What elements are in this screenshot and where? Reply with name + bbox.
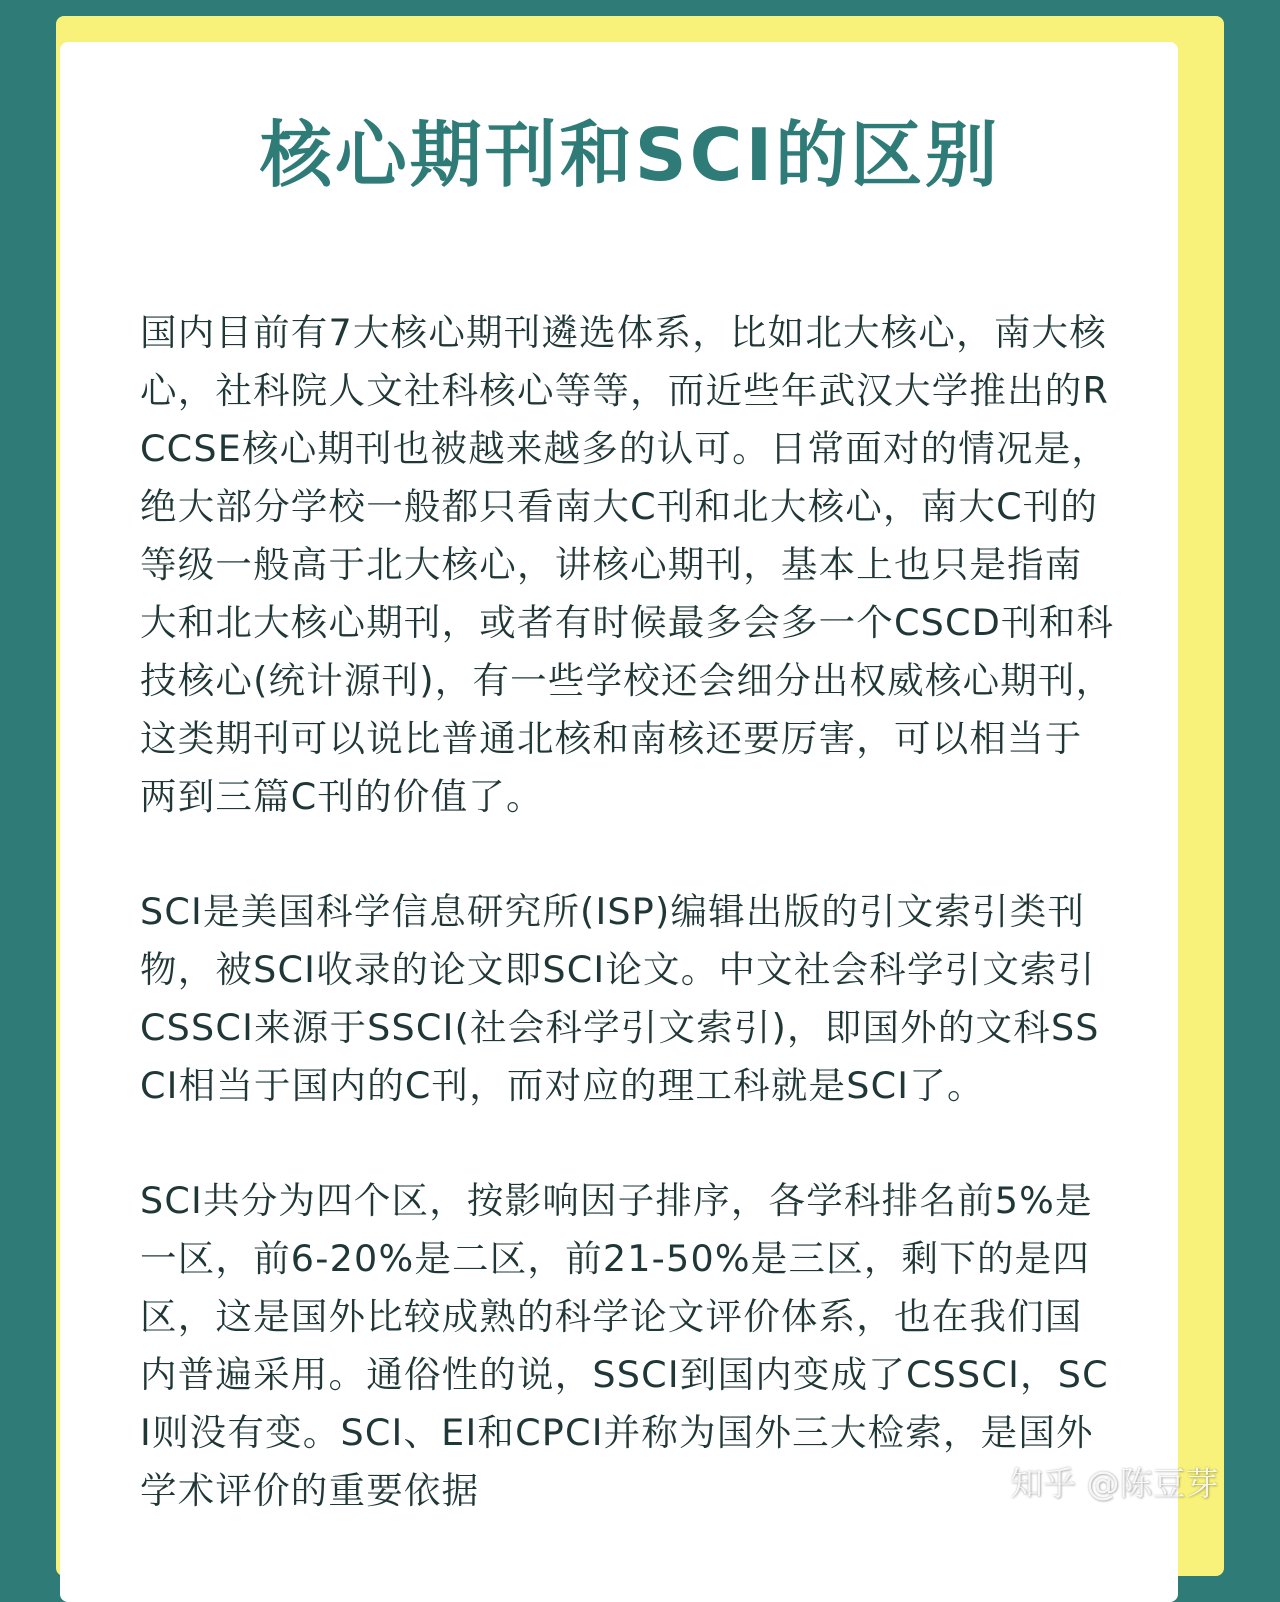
zhihu-watermark: 知乎 @陈豆芽 [1010,1464,1219,1503]
article-body [140,304,1115,1577]
paragraph-sci-definition: SCI是美国科学信息研究所(ISP)编辑出版的引文索引类刊物，被SCI收录的论文即SCI论文。中文社会科学引文索引CSSCI来源于SSCI(社会科学引文索引)，即国外的文科SSCI相当于国内的C刊，而对应的理工科就是SCI了。 [140,890,1100,1107]
page-title: 核心期刊和SCI的区别 [259,113,1001,197]
paragraph-sci-zones: SCI共分为四个区，按影响因子排序，各学科排名前5%是一区，前6-20%是二区，前21-50%是三区，剩下的是四区，这是国外比较成熟的科学论文评价体系，也在我们国内普遍采用。通俗性的说，SSCI到国内变成了CSSCI，SCI则没有变。SCI、EI和CPCI并称为国外三大检索，是国外学术评价的重要依据 [140,1179,1109,1512]
paragraph-core-journals: 国内目前有7大核心期刊遴选体系，比如北大核心，南大核心，社科院人文社科核心等等，而近些年武汉大学推出的RCCSE核心期刊也被越来越多的认可。日常面对的情况是，绝大部分学校一般都只看南大C刊和北大核心，南大C刊的等级一般高于北大核心，讲核心期刊，基本上也只是指南大和北大核心期刊，或者有时候最多会多一个CSCD刊和科技核心(统计源刊)，有一些学校还会细分出权威核心期刊，这类期刊可以说比普通北核和南核还要厉害，可以相当于两到三篇C刊的价值了。 [140,311,1115,818]
